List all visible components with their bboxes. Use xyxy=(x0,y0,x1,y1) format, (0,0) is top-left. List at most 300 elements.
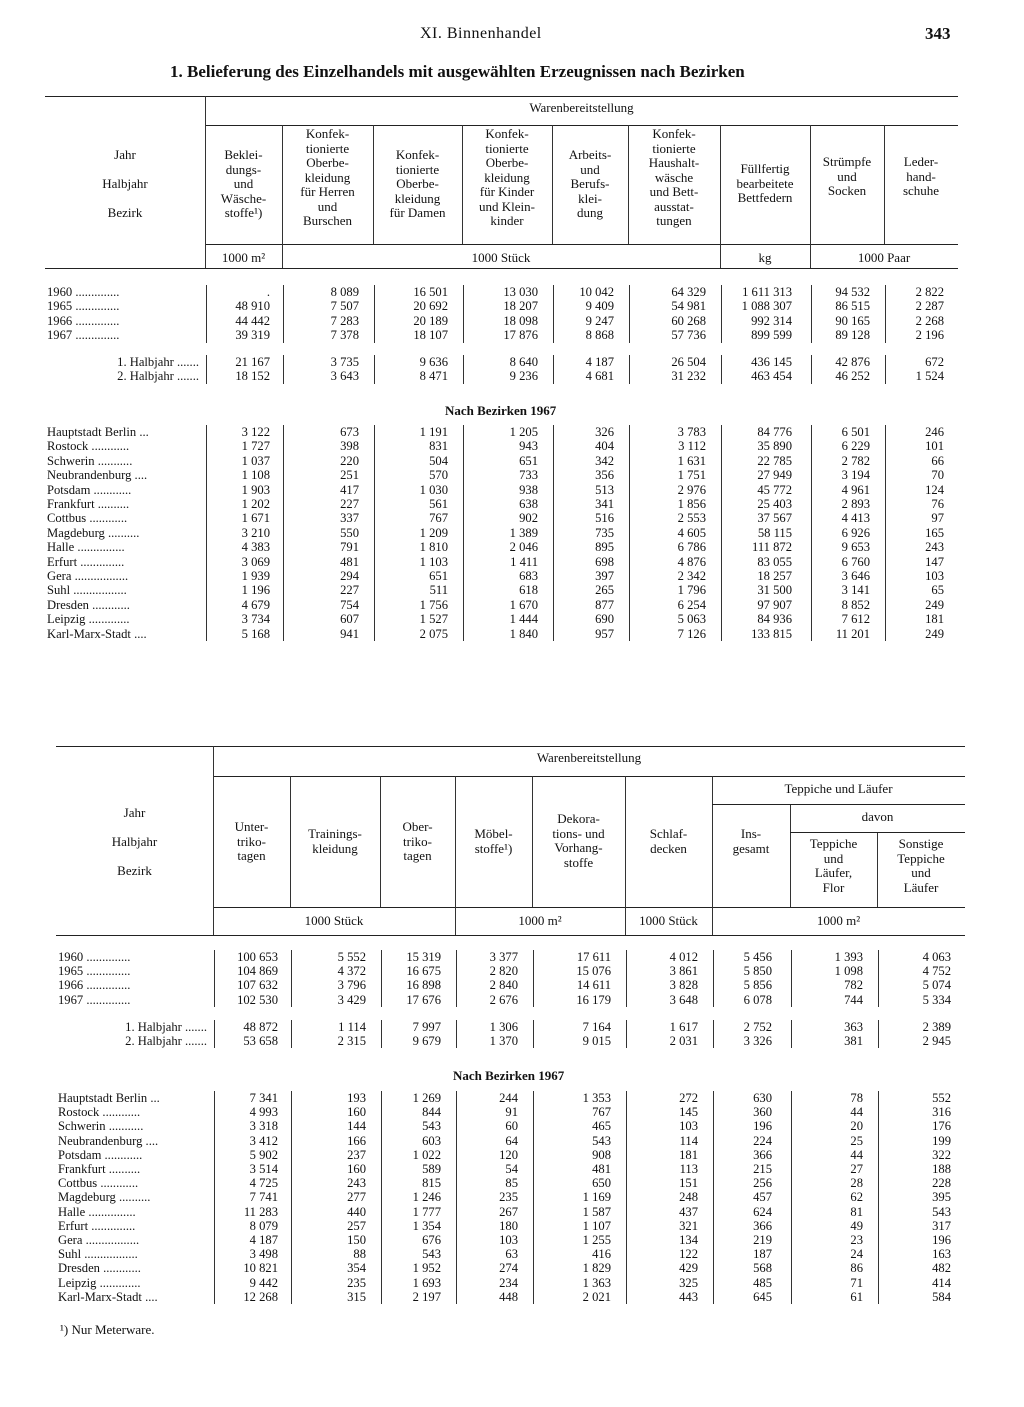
data-column-rule xyxy=(626,1020,627,1048)
district-label: Schwerin ........... xyxy=(58,1119,144,1134)
data-column-rule xyxy=(721,285,722,343)
data-cell: 363 xyxy=(844,1020,863,1034)
data-cell: 3 648 xyxy=(669,992,698,1007)
super-rule xyxy=(213,776,965,777)
district-label: Halle ............... xyxy=(47,540,125,555)
data-cell: 63 xyxy=(505,1247,518,1262)
section-header: XI. Binnenhandel xyxy=(420,25,542,42)
data-cell: 196 xyxy=(932,1233,951,1247)
data-cell: 48 872 xyxy=(243,1020,278,1034)
data-cell: 5 334 xyxy=(922,992,951,1007)
data-column-rule xyxy=(206,355,207,384)
data-cell: 54 xyxy=(505,1162,518,1176)
data-cell: 6 078 xyxy=(743,992,772,1007)
half-label: 1. Halbjahr ....... xyxy=(125,1020,207,1034)
data-column-rule xyxy=(283,355,284,384)
top-rule xyxy=(45,96,958,97)
districts-title: Nach Bezirken 1967 xyxy=(453,1068,565,1083)
data-cell: 235 xyxy=(347,1275,366,1290)
data-cell: 151 xyxy=(679,1176,698,1191)
data-cell: 4 372 xyxy=(337,964,366,979)
data-cell: 17 611 xyxy=(576,950,611,964)
data-cell: 2 287 xyxy=(915,299,944,314)
year-label: 1966 .............. xyxy=(47,313,120,328)
data-cell: 4 383 xyxy=(241,540,270,555)
data-cell: 267 xyxy=(499,1204,518,1219)
data-cell: 274 xyxy=(499,1261,518,1276)
data-cell: 1 840 xyxy=(509,626,538,641)
data-cell: 676 xyxy=(422,1233,441,1247)
data-cell: 193 xyxy=(347,1091,366,1105)
data-cell: 114 xyxy=(679,1133,698,1148)
data-cell: 103 xyxy=(679,1119,698,1134)
data-cell: 70 xyxy=(931,468,944,483)
data-column-rule xyxy=(553,355,554,384)
district-label: Erfurt .............. xyxy=(47,554,125,569)
data-cell: 8 640 xyxy=(509,355,538,369)
data-cell: 513 xyxy=(595,482,614,497)
data-cell: 791 xyxy=(340,540,359,555)
data-cell: 6 501 xyxy=(841,425,870,439)
data-cell: 6 229 xyxy=(841,439,870,454)
data-cell: 1 903 xyxy=(241,482,270,497)
data-cell: 395 xyxy=(932,1190,951,1205)
data-cell: 1 306 xyxy=(489,1020,518,1034)
unit-label: 1000 m² xyxy=(816,913,861,928)
data-cell: 54 981 xyxy=(671,299,706,314)
data-cell: 877 xyxy=(595,597,614,612)
data-cell: 3 412 xyxy=(249,1133,278,1148)
data-cell: 8 852 xyxy=(841,597,870,612)
data-column-rule xyxy=(206,425,207,641)
data-cell: 160 xyxy=(347,1105,366,1120)
data-cell: 249 xyxy=(925,626,944,641)
data-cell: 651 xyxy=(429,569,448,583)
column-header: Konfek- tionierte Oberbe- kleidung für Kinder und Klein- kinder xyxy=(479,126,535,228)
data-cell: 550 xyxy=(340,525,359,540)
data-cell: 18 107 xyxy=(413,328,448,343)
data-cell: 25 xyxy=(850,1133,863,1148)
data-cell: 1 856 xyxy=(677,497,706,511)
column-header: Teppiche und Läufer, Flor xyxy=(809,836,858,895)
data-cell: 899 599 xyxy=(751,328,792,343)
data-cell: 5 456 xyxy=(743,950,772,964)
data-cell: 101 xyxy=(925,439,944,454)
data-cell: 83 055 xyxy=(757,554,792,569)
data-cell: 543 xyxy=(422,1247,441,1262)
data-cell: 1 617 xyxy=(669,1020,698,1034)
data-cell: 1 810 xyxy=(419,540,448,555)
district-label: Rostock ............ xyxy=(47,439,130,454)
data-cell: 2 197 xyxy=(412,1289,441,1304)
column-header: Sonstige Teppiche und Läufer xyxy=(897,836,945,895)
data-cell: 10 821 xyxy=(243,1261,278,1276)
data-cell: 1 693 xyxy=(412,1275,441,1290)
data-cell: 199 xyxy=(932,1133,951,1148)
data-cell: 3 194 xyxy=(841,468,870,483)
data-cell: 20 189 xyxy=(413,313,448,328)
data-cell: 341 xyxy=(595,497,614,511)
data-cell: 3 326 xyxy=(743,1034,772,1049)
column-header: Beklei- dungs- und Wäsche- stoffe¹) xyxy=(220,147,267,220)
data-cell: 1 587 xyxy=(582,1204,611,1219)
data-cell: 1 393 xyxy=(834,950,863,964)
data-cell: 1 107 xyxy=(582,1218,611,1233)
data-cell: 265 xyxy=(595,583,614,598)
davon-header: davon xyxy=(861,809,894,824)
data-cell: 20 xyxy=(850,1119,863,1134)
data-cell: 552 xyxy=(932,1091,951,1105)
data-cell: 113 xyxy=(679,1162,698,1176)
data-cell: 4 681 xyxy=(585,369,614,384)
data-cell: 2 315 xyxy=(337,1034,366,1049)
data-cell: 482 xyxy=(932,1261,951,1276)
data-cell: 6 926 xyxy=(841,525,870,540)
data-cell: 102 530 xyxy=(237,992,278,1007)
data-cell: 561 xyxy=(429,497,448,511)
data-cell: 188 xyxy=(932,1162,951,1176)
data-cell: 4 993 xyxy=(249,1105,278,1120)
data-cell: 53 658 xyxy=(243,1034,278,1049)
data-cell: 1 354 xyxy=(412,1218,441,1233)
data-cell: 3 646 xyxy=(841,569,870,583)
district-label: Gera ................. xyxy=(47,569,129,583)
data-cell: 31 500 xyxy=(757,583,792,598)
column-header: Unter- triko- tagen xyxy=(234,819,269,863)
data-cell: 1 353 xyxy=(582,1091,611,1105)
column-header: Dekora- tions- und Vorhang- stoffe xyxy=(552,811,605,870)
data-cell: 97 xyxy=(931,511,944,526)
data-column-rule xyxy=(629,355,630,384)
data-cell: 1 389 xyxy=(509,525,538,540)
data-cell: 76 xyxy=(931,497,944,511)
data-cell: 1 209 xyxy=(419,525,448,540)
stub-header: Jahr Halbjahr Bezirk xyxy=(111,805,158,878)
data-cell: 7 741 xyxy=(249,1190,278,1205)
data-cell: 71 xyxy=(850,1275,863,1290)
data-column-rule xyxy=(885,355,886,384)
data-cell: 672 xyxy=(925,355,944,369)
data-column-rule xyxy=(791,950,792,1007)
data-cell: 133 815 xyxy=(751,626,792,641)
data-column-rule xyxy=(713,1020,714,1048)
data-column-rule xyxy=(791,1020,792,1048)
data-cell: 5 074 xyxy=(922,978,951,993)
data-column-rule xyxy=(533,1020,534,1048)
data-cell: 4 679 xyxy=(241,597,270,612)
data-column-rule xyxy=(533,1091,534,1304)
data-cell: 1 108 xyxy=(241,468,270,483)
data-cell: 1 370 xyxy=(489,1034,518,1049)
data-cell: 651 xyxy=(519,453,538,468)
data-column-rule xyxy=(374,285,375,343)
data-cell: 15 319 xyxy=(406,950,441,964)
unit-label: 1000 m² xyxy=(221,250,266,265)
data-cell: 91 xyxy=(505,1105,518,1120)
district-label: Dresden ............ xyxy=(47,597,130,612)
data-cell: 844 xyxy=(422,1105,441,1120)
data-cell: 228 xyxy=(932,1176,951,1191)
data-cell: 166 xyxy=(347,1133,366,1148)
super-header: Warenbereitstellung xyxy=(536,750,642,765)
data-cell: 2 822 xyxy=(915,285,944,299)
data-cell: 957 xyxy=(595,626,614,641)
data-cell: 107 632 xyxy=(237,978,278,993)
data-cell: 366 xyxy=(753,1218,772,1233)
data-cell: 511 xyxy=(429,583,448,598)
data-cell: 683 xyxy=(519,569,538,583)
data-cell: 397 xyxy=(595,569,614,583)
data-column-rule xyxy=(291,1020,292,1048)
data-cell: 624 xyxy=(753,1204,772,1219)
data-cell: 180 xyxy=(499,1218,518,1233)
data-cell: 58 115 xyxy=(757,525,792,540)
data-cell: 1 205 xyxy=(509,425,538,439)
data-cell: 23 xyxy=(850,1233,863,1247)
data-cell: 2 976 xyxy=(677,482,706,497)
district-label: Suhl ................. xyxy=(58,1247,138,1262)
data-cell: 81 xyxy=(850,1204,863,1219)
year-label: 1960 .............. xyxy=(58,950,131,964)
data-column-rule xyxy=(291,950,292,1007)
data-cell: 12 268 xyxy=(243,1289,278,1304)
data-cell: 1 671 xyxy=(241,511,270,526)
data-column-rule xyxy=(214,1091,215,1304)
data-cell: 570 xyxy=(429,468,448,483)
data-cell: 20 692 xyxy=(413,299,448,314)
district-label: Leipzig ............. xyxy=(58,1275,141,1290)
data-cell: 27 xyxy=(850,1162,863,1176)
data-cell: 103 xyxy=(499,1233,518,1247)
column-header: Strümpfe und Socken xyxy=(822,154,872,198)
column-header: Ober- triko- tagen xyxy=(402,819,433,863)
data-cell: 272 xyxy=(679,1091,698,1105)
data-cell: 246 xyxy=(925,425,944,439)
data-cell: 48 910 xyxy=(235,299,270,314)
data-cell: 908 xyxy=(592,1147,611,1162)
half-label: 2. Halbjahr ....... xyxy=(125,1034,207,1049)
data-cell: 1 103 xyxy=(419,554,448,569)
data-cell: 9 653 xyxy=(841,540,870,555)
data-cell: 3 734 xyxy=(241,612,270,627)
column-header: Trainings- kleidung xyxy=(308,826,362,856)
data-cell: 3 318 xyxy=(249,1119,278,1134)
data-cell: 24 xyxy=(850,1247,863,1262)
district-label: Potsdam ............ xyxy=(47,482,132,497)
head-bottom-rule xyxy=(56,935,965,936)
data-cell: 44 xyxy=(850,1105,863,1120)
data-cell: 7 126 xyxy=(677,626,706,641)
data-cell: 1 037 xyxy=(241,453,270,468)
year-label: 1960 .............. xyxy=(47,285,120,299)
data-cell: 8 471 xyxy=(419,369,448,384)
district-label: Frankfurt .......... xyxy=(47,497,130,511)
data-cell: 160 xyxy=(347,1162,366,1176)
data-column-rule xyxy=(283,425,284,641)
data-column-rule xyxy=(721,425,722,641)
data-cell: 465 xyxy=(592,1119,611,1134)
data-cell: 354 xyxy=(347,1261,366,1276)
data-column-rule xyxy=(721,355,722,384)
data-column-rule xyxy=(878,950,879,1007)
data-cell: 16 501 xyxy=(413,285,448,299)
data-cell: 4 187 xyxy=(249,1233,278,1247)
district-label: Potsdam ............ xyxy=(58,1147,143,1162)
data-cell: 943 xyxy=(519,439,538,454)
data-cell: 251 xyxy=(340,468,359,483)
data-cell: 243 xyxy=(347,1176,366,1191)
data-cell: 3 210 xyxy=(241,525,270,540)
column-header: Möbel- stoffe¹) xyxy=(474,826,513,856)
data-cell: 124 xyxy=(925,482,944,497)
data-cell: 7 612 xyxy=(841,612,870,627)
data-cell: 1 796 xyxy=(677,583,706,598)
data-cell: 7 341 xyxy=(249,1091,278,1105)
data-column-rule xyxy=(885,285,886,343)
data-cell: 163 xyxy=(932,1247,951,1262)
data-cell: 735 xyxy=(595,525,614,540)
data-cell: 941 xyxy=(340,626,359,641)
data-cell: 4 012 xyxy=(669,950,698,964)
data-cell: 243 xyxy=(925,540,944,555)
data-cell: 18 207 xyxy=(503,299,538,314)
unit-label: 1000 m² xyxy=(518,913,562,928)
data-cell: 9 636 xyxy=(419,355,448,369)
data-cell: 366 xyxy=(753,1147,772,1162)
data-cell: 219 xyxy=(753,1233,772,1247)
data-cell: 227 xyxy=(340,583,359,598)
data-cell: 1 246 xyxy=(412,1190,441,1205)
data-cell: 94 532 xyxy=(835,285,870,299)
data-cell: 26 504 xyxy=(671,355,706,369)
data-cell: 248 xyxy=(679,1190,698,1205)
data-column-rule xyxy=(214,950,215,1007)
half-label: 1. Halbjahr ....... xyxy=(117,355,199,369)
data-cell: 235 xyxy=(499,1190,518,1205)
data-cell: 342 xyxy=(595,453,614,468)
data-cell: 1 756 xyxy=(419,597,448,612)
data-column-rule xyxy=(629,285,630,343)
data-cell: 1 524 xyxy=(915,369,944,384)
data-cell: 2 075 xyxy=(419,626,448,641)
data-cell: 134 xyxy=(679,1233,698,1247)
data-cell: 7 164 xyxy=(582,1020,611,1034)
data-cell: 404 xyxy=(595,439,614,454)
data-cell: 437 xyxy=(679,1204,698,1219)
district-label: Halle ............... xyxy=(58,1204,136,1219)
unit-label: 1000 Stück xyxy=(639,913,698,928)
district-label: Suhl ................. xyxy=(47,583,127,598)
data-cell: 7 507 xyxy=(330,299,359,314)
data-cell: 2 046 xyxy=(509,540,538,555)
data-cell: 5 850 xyxy=(743,964,772,979)
data-cell: 3 112 xyxy=(678,439,706,454)
data-cell: 22 785 xyxy=(757,453,792,468)
data-cell: 416 xyxy=(592,1247,611,1262)
data-cell: 18 098 xyxy=(503,313,538,328)
data-cell: 9 236 xyxy=(509,369,538,384)
data-cell: 2 752 xyxy=(743,1020,772,1034)
data-cell: 3 643 xyxy=(330,369,359,384)
data-cell: 782 xyxy=(844,978,863,993)
data-cell: 86 515 xyxy=(835,299,870,314)
data-cell: 8 089 xyxy=(330,285,359,299)
data-column-rule xyxy=(463,425,464,641)
data-cell: 831 xyxy=(429,439,448,454)
data-cell: 187 xyxy=(753,1247,772,1262)
data-cell: 3 514 xyxy=(249,1162,278,1176)
data-cell: 1 169 xyxy=(582,1190,611,1205)
data-cell: 1 777 xyxy=(412,1204,441,1219)
data-cell: 2 893 xyxy=(841,497,870,511)
data-cell: 28 xyxy=(850,1176,863,1191)
data-cell: 1 363 xyxy=(582,1275,611,1290)
data-column-rule xyxy=(885,425,886,641)
data-cell: 1 751 xyxy=(677,468,706,483)
data-cell: 215 xyxy=(753,1162,772,1176)
data-cell: 316 xyxy=(932,1105,951,1120)
data-cell: 4 187 xyxy=(585,355,614,369)
unit-label: 1000 Paar xyxy=(857,250,911,265)
data-cell: 448 xyxy=(499,1289,518,1304)
data-cell: 2 021 xyxy=(582,1289,611,1304)
unit-label: 1000 Stück xyxy=(471,250,531,265)
data-cell: 3 783 xyxy=(677,425,706,439)
data-cell: 543 xyxy=(932,1204,951,1219)
data-cell: 60 268 xyxy=(671,313,706,328)
top-rule xyxy=(56,746,965,747)
data-cell: 25 403 xyxy=(757,497,792,511)
year-label: 1967 .............. xyxy=(58,992,131,1007)
data-cell: 3 377 xyxy=(489,950,518,964)
data-cell: 2 676 xyxy=(489,992,518,1007)
data-cell: 165 xyxy=(925,525,944,540)
data-column-rule xyxy=(214,1020,215,1048)
data-cell: 65 xyxy=(931,583,944,598)
data-cell: 1 444 xyxy=(509,612,538,627)
data-cell: 13 030 xyxy=(503,285,538,299)
data-cell: 1 411 xyxy=(510,554,538,569)
column-header: Füllfertig bearbeitete Bettfedern xyxy=(736,161,794,205)
data-cell: 1 196 xyxy=(241,583,270,598)
data-cell: 1 030 xyxy=(419,482,448,497)
data-cell: 690 xyxy=(595,612,614,627)
data-cell: 150 xyxy=(347,1233,366,1247)
data-cell: 104 869 xyxy=(237,964,278,979)
page-number: 343 xyxy=(925,24,951,43)
data-cell: 650 xyxy=(592,1176,611,1191)
data-cell: 938 xyxy=(519,482,538,497)
data-column-rule xyxy=(811,285,812,343)
data-cell: 630 xyxy=(753,1091,772,1105)
data-column-rule xyxy=(374,355,375,384)
data-cell: 120 xyxy=(499,1147,518,1162)
unit-label: kg xyxy=(758,250,772,265)
data-cell: 78 xyxy=(850,1091,863,1105)
data-cell: 4 063 xyxy=(922,950,951,964)
data-cell: 485 xyxy=(753,1275,772,1290)
data-cell: 3 735 xyxy=(330,355,359,369)
data-cell: 88 xyxy=(353,1247,366,1262)
data-column-rule xyxy=(381,950,382,1007)
data-cell: 3 429 xyxy=(337,992,366,1007)
data-cell: 196 xyxy=(753,1119,772,1134)
data-cell: 66 xyxy=(931,453,944,468)
data-cell: 3 828 xyxy=(669,978,698,993)
district-label: Karl-Marx-Stadt .... xyxy=(58,1289,158,1304)
column-header: Konfek- tionierte Oberbe- kleidung für Damen xyxy=(389,147,446,220)
data-cell: 1 088 307 xyxy=(741,299,792,314)
